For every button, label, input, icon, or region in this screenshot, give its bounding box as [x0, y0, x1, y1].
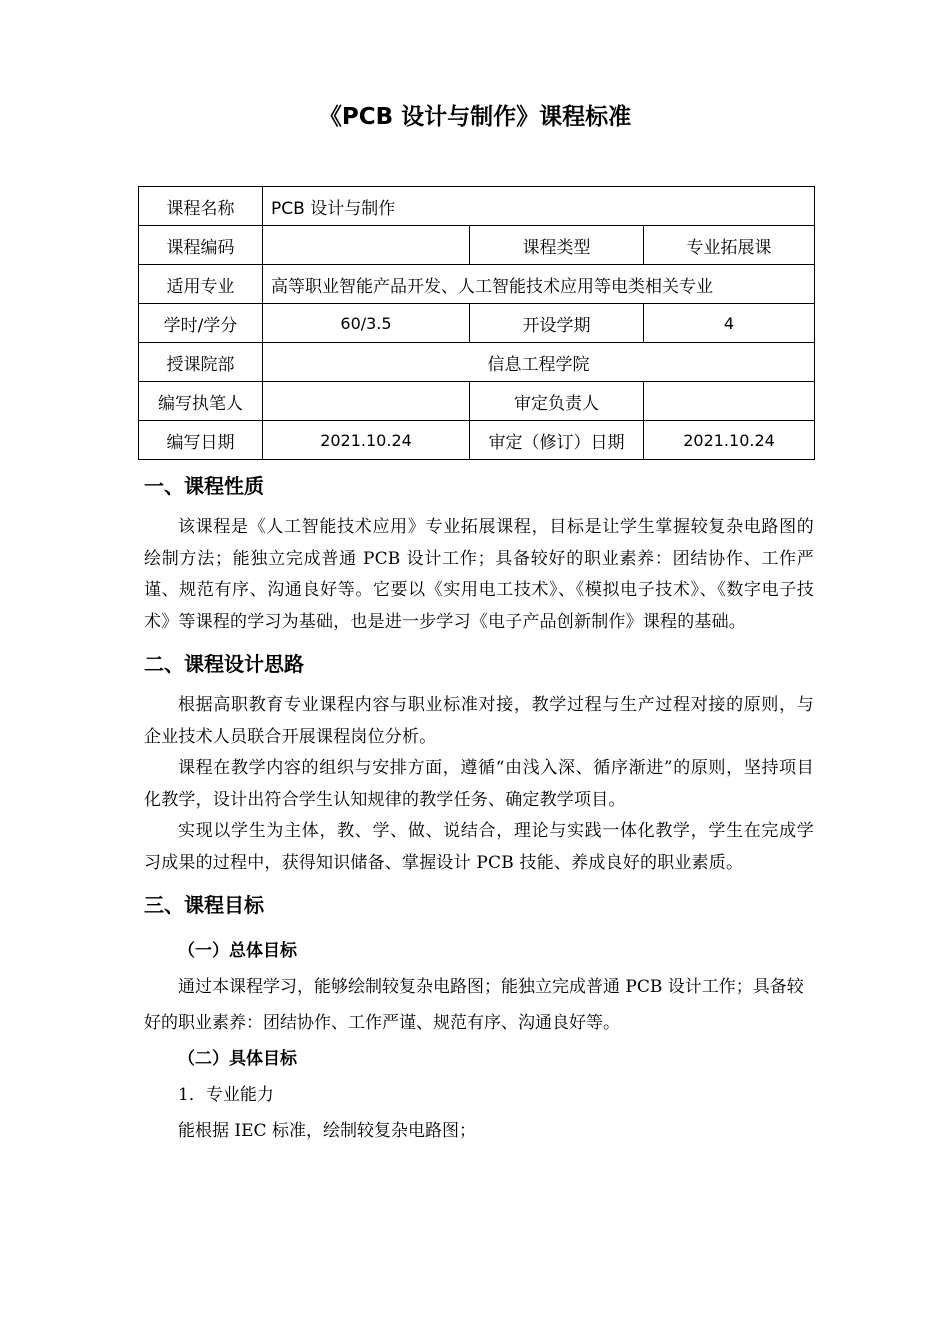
table-row — [139, 304, 815, 343]
section-heading-nature: 一、课程性质 — [144, 474, 264, 498]
table-row — [139, 226, 815, 265]
semester-label: 开设学期 — [470, 304, 644, 343]
major-value: 高等职业智能产品开发、人工智能技术应用等电类相关专业 — [263, 265, 815, 304]
department-label: 授课院部 — [139, 343, 263, 382]
document-body — [144, 468, 814, 1149]
author-value — [263, 382, 470, 421]
document-title: 《PCB 设计与制作》课程标准 — [318, 104, 632, 130]
hours-label: 学时/学分 — [139, 304, 263, 343]
review-date-value: 2021.10.24 — [644, 421, 815, 460]
course-type-value: 专业拓展课 — [644, 226, 815, 265]
list-item-professional-ability: 1．专业能力 — [178, 1085, 274, 1105]
reviewer-label: 审定负责人 — [470, 382, 644, 421]
paragraph-design-2: 课程在教学内容的组织与安排方面，遵循“由浅入深、循序渐进”的原则，坚持项目化教学，设计出符合学生认知规律的教学任务、确定教学项目。 — [144, 758, 814, 810]
major-label: 适用专业 — [139, 265, 263, 304]
subsection-heading-overall: （一）总体目标 — [178, 941, 297, 961]
section-heading-goals: 三、课程目标 — [144, 893, 264, 917]
hours-value: 60/3.5 — [263, 304, 470, 343]
paragraph-overall-goal: 通过本课程学习，能够绘制较复杂电路图；能独立完成普通 PCB 设计工作；具备较好的职业素养：团结协作、工作严谨、规范有序、沟通良好等。 — [144, 977, 804, 1033]
paragraph-design-3: 实现以学生为主体，教、学、做、说结合，理论与实践一体化教学，学生在完成学习成果的过程中，获得知识储备、掌握设计 PCB 技能、养成良好的职业素质。 — [144, 821, 814, 873]
section-heading-design: 二、课程设计思路 — [144, 652, 304, 676]
paragraph-nature: 该课程是《人工智能技术应用》专业拓展课程，目标是让学生掌握较复杂电路图的绘制方法；能独立完成普通 PCB 设计工作；具备较好的职业素养：团结协作、工作严谨、规范有序、沟通良好等。它要以《实用电工技术》、《模拟电子技术》、《数字电子技术》等课程的学习为基础，也是进一步学习《电子产品创新制作》课程的基础。 — [144, 517, 814, 632]
course-type-label: 课程类型 — [470, 226, 644, 265]
table-row — [139, 382, 815, 421]
department-value: 信息工程学院 — [263, 343, 815, 382]
table-row — [139, 187, 815, 226]
table-row — [139, 421, 815, 460]
author-label: 编写执笔人 — [139, 382, 263, 421]
subsection-heading-specific: （二）具体目标 — [178, 1049, 297, 1069]
paragraph-design-1: 根据高职教育专业课程内容与职业标准对接，教学过程与生产过程对接的原则，与企业技术人员联合开展课程岗位分析。 — [144, 695, 814, 747]
review-date-label: 审定（修订）日期 — [470, 421, 644, 460]
paragraph-professional-ability: 能根据 IEC 标准，绘制较复杂电路图； — [178, 1121, 476, 1141]
course-info-table — [138, 186, 815, 460]
date-label: 编写日期 — [139, 421, 263, 460]
table-row — [139, 343, 815, 382]
course-name-label: 课程名称 — [139, 187, 263, 226]
table-row — [139, 265, 815, 304]
course-code-label: 课程编码 — [139, 226, 263, 265]
course-code-value — [263, 226, 470, 265]
reviewer-value — [644, 382, 815, 421]
semester-value: 4 — [644, 304, 815, 343]
course-name-value: PCB 设计与制作 — [263, 187, 815, 226]
date-value: 2021.10.24 — [263, 421, 470, 460]
